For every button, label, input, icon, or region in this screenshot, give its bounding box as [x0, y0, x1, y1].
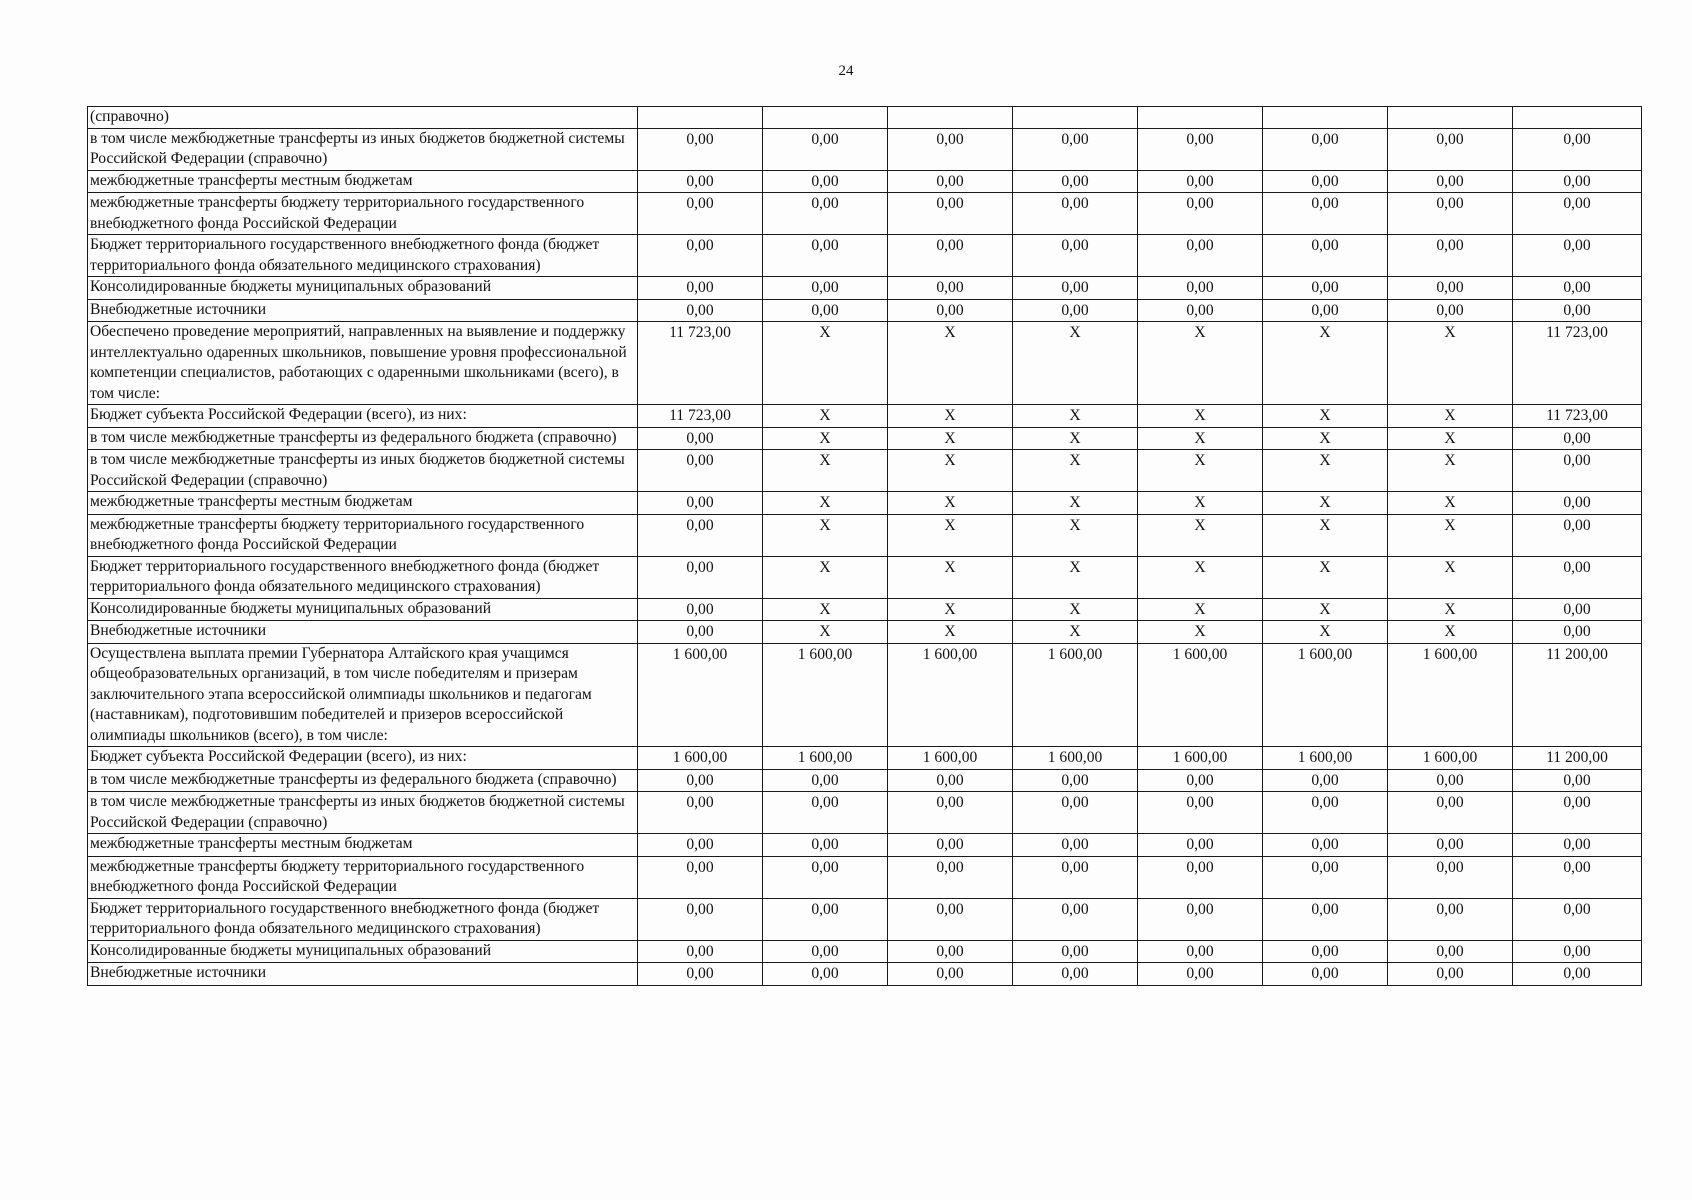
value-cell: 0,00	[1263, 834, 1388, 857]
value-cell: X	[888, 405, 1013, 428]
value-cell: 0,00	[1388, 170, 1513, 193]
value-cell: 0,00	[638, 940, 763, 963]
value-cell: 0,00	[888, 856, 1013, 898]
table-row	[88, 834, 1642, 857]
value-cell: X	[1138, 556, 1263, 598]
value-cell: 0,00	[1013, 898, 1138, 940]
value-cell: 0,00	[1513, 170, 1642, 193]
value-cell: 0,00	[638, 427, 763, 450]
table-row	[88, 277, 1642, 300]
value-cell: 0,00	[638, 598, 763, 621]
value-cell: 0,00	[1138, 963, 1263, 986]
value-cell: 0,00	[638, 299, 763, 322]
row-label: Бюджет субъекта Российской Федерации (всего), из них:	[88, 747, 638, 770]
value-cell: 0,00	[1263, 128, 1388, 170]
value-cell: 1 600,00	[1263, 643, 1388, 747]
value-cell: 11 723,00	[638, 405, 763, 428]
value-cell: 0,00	[1513, 299, 1642, 322]
value-cell: X	[1388, 322, 1513, 405]
value-cell: 0,00	[1263, 940, 1388, 963]
value-cell: X	[1263, 492, 1388, 515]
value-cell: 0,00	[1388, 792, 1513, 834]
value-cell: 0,00	[1013, 277, 1138, 300]
value-cell: 1 600,00	[1013, 747, 1138, 770]
value-cell: 0,00	[1513, 514, 1642, 556]
value-cell: 0,00	[638, 834, 763, 857]
row-label: Бюджет субъекта Российской Федерации (всего), из них:	[88, 405, 638, 428]
value-cell: 0,00	[1263, 235, 1388, 277]
value-cell: X	[1138, 405, 1263, 428]
budget-table	[87, 106, 1642, 986]
value-cell: 0,00	[1388, 128, 1513, 170]
value-cell: 1 600,00	[1388, 747, 1513, 770]
value-cell: 0,00	[763, 856, 888, 898]
value-cell: X	[1013, 427, 1138, 450]
value-cell: 11 723,00	[638, 322, 763, 405]
value-cell: 1 600,00	[763, 643, 888, 747]
row-label: Обеспечено проведение мероприятий, направленных на выявление и поддержку интеллектуально одаренных школьников, повышение уровня профессиональной компетенции специалистов, работающих с одаренными школьниками (всего), в том числе:	[88, 322, 638, 405]
value-cell: 0,00	[1388, 963, 1513, 986]
value-cell: 0,00	[1138, 769, 1263, 792]
value-cell: 0,00	[763, 193, 888, 235]
table-row	[88, 405, 1642, 428]
value-cell: 0,00	[1388, 769, 1513, 792]
value-cell: 0,00	[638, 621, 763, 644]
value-cell: 0,00	[1138, 128, 1263, 170]
row-label: в том числе межбюджетные трансферты из федерального бюджета (справочно)	[88, 769, 638, 792]
value-cell: 0,00	[1263, 792, 1388, 834]
value-cell: 0,00	[1013, 128, 1138, 170]
value-cell: X	[1013, 556, 1138, 598]
value-cell: 0,00	[1138, 193, 1263, 235]
table-row	[88, 747, 1642, 770]
row-label: в том числе межбюджетные трансферты из иных бюджетов бюджетной системы Российской Федерации (справочно)	[88, 450, 638, 492]
value-cell: 0,00	[1138, 834, 1263, 857]
value-cell: 0,00	[638, 193, 763, 235]
value-cell: 0,00	[1513, 963, 1642, 986]
value-cell: 1 600,00	[1263, 747, 1388, 770]
value-cell: 0,00	[1513, 856, 1642, 898]
value-cell: 0,00	[1263, 963, 1388, 986]
value-cell: 0,00	[1138, 898, 1263, 940]
value-cell: 0,00	[888, 128, 1013, 170]
value-cell: X	[1013, 598, 1138, 621]
value-cell: X	[1013, 621, 1138, 644]
row-label: Консолидированные бюджеты муниципальных образований	[88, 277, 638, 300]
value-cell: 0,00	[763, 834, 888, 857]
table-row	[88, 556, 1642, 598]
value-cell: 0,00	[638, 128, 763, 170]
value-cell	[1388, 107, 1513, 129]
value-cell: 0,00	[1513, 834, 1642, 857]
value-cell: 0,00	[1513, 621, 1642, 644]
value-cell: 0,00	[1263, 193, 1388, 235]
value-cell: X	[888, 514, 1013, 556]
value-cell	[1513, 107, 1642, 129]
value-cell: 0,00	[1013, 170, 1138, 193]
table-row	[88, 792, 1642, 834]
value-cell: 0,00	[1013, 193, 1138, 235]
table-body	[88, 107, 1642, 986]
value-cell: 0,00	[1013, 940, 1138, 963]
value-cell: X	[1263, 556, 1388, 598]
row-label: Внебюджетные источники	[88, 621, 638, 644]
value-cell: X	[888, 598, 1013, 621]
value-cell: X	[1388, 598, 1513, 621]
row-label: межбюджетные трансферты бюджету территориального государственного внебюджетного фонда Российской Федерации	[88, 514, 638, 556]
row-label: межбюджетные трансферты бюджету территориального государственного внебюджетного фонда Российской Федерации	[88, 856, 638, 898]
value-cell: 1 600,00	[888, 643, 1013, 747]
value-cell: 0,00	[1263, 170, 1388, 193]
value-cell: 1 600,00	[638, 643, 763, 747]
value-cell: X	[1263, 598, 1388, 621]
value-cell: 0,00	[1513, 898, 1642, 940]
value-cell: 0,00	[1013, 856, 1138, 898]
row-label: в том числе межбюджетные трансферты из иных бюджетов бюджетной системы Российской Федерации (справочно)	[88, 128, 638, 170]
value-cell: X	[1013, 322, 1138, 405]
value-cell: X	[1013, 405, 1138, 428]
value-cell: 0,00	[763, 963, 888, 986]
value-cell: 1 600,00	[763, 747, 888, 770]
value-cell: 0,00	[763, 277, 888, 300]
value-cell: 0,00	[1388, 277, 1513, 300]
value-cell: 0,00	[1263, 898, 1388, 940]
value-cell: 0,00	[1138, 792, 1263, 834]
value-cell: 0,00	[638, 963, 763, 986]
table-row	[88, 643, 1642, 747]
value-cell: 0,00	[638, 556, 763, 598]
value-cell: 0,00	[638, 170, 763, 193]
row-label: Консолидированные бюджеты муниципальных образований	[88, 598, 638, 621]
row-label: в том числе межбюджетные трансферты из иных бюджетов бюджетной системы Российской Федерации (справочно)	[88, 792, 638, 834]
value-cell: 0,00	[638, 277, 763, 300]
row-label: Бюджет территориального государственного внебюджетного фонда (бюджет территориального фонда обязательного медицинского страхования)	[88, 235, 638, 277]
value-cell: 0,00	[1138, 856, 1263, 898]
value-cell: 0,00	[1013, 792, 1138, 834]
value-cell: 1 600,00	[1138, 643, 1263, 747]
page-number: 24	[838, 63, 854, 79]
value-cell: 0,00	[1138, 235, 1263, 277]
table-row	[88, 235, 1642, 277]
value-cell: 1 600,00	[1388, 643, 1513, 747]
value-cell: X	[763, 322, 888, 405]
value-cell: 0,00	[888, 277, 1013, 300]
value-cell: 11 723,00	[1513, 405, 1642, 428]
value-cell	[888, 107, 1013, 129]
value-cell: 0,00	[1513, 450, 1642, 492]
value-cell: X	[1388, 621, 1513, 644]
value-cell: 0,00	[888, 792, 1013, 834]
value-cell: X	[888, 450, 1013, 492]
value-cell: X	[1263, 322, 1388, 405]
value-cell: X	[1138, 427, 1263, 450]
value-cell: 0,00	[888, 299, 1013, 322]
value-cell: X	[1138, 514, 1263, 556]
value-cell: 0,00	[638, 769, 763, 792]
value-cell: 0,00	[638, 792, 763, 834]
value-cell: X	[1138, 621, 1263, 644]
value-cell: 0,00	[638, 235, 763, 277]
value-cell: 0,00	[763, 898, 888, 940]
value-cell: 0,00	[1138, 170, 1263, 193]
value-cell: X	[1138, 322, 1263, 405]
value-cell: 0,00	[1513, 940, 1642, 963]
value-cell: X	[1263, 450, 1388, 492]
value-cell: X	[763, 598, 888, 621]
value-cell: 0,00	[888, 769, 1013, 792]
value-cell: X	[888, 621, 1013, 644]
value-cell: 0,00	[1388, 834, 1513, 857]
value-cell: 0,00	[1263, 856, 1388, 898]
table-row	[88, 898, 1642, 940]
row-label: в том числе межбюджетные трансферты из федерального бюджета (справочно)	[88, 427, 638, 450]
value-cell: 0,00	[1263, 277, 1388, 300]
row-label: (справочно)	[88, 107, 638, 129]
value-cell: X	[1263, 405, 1388, 428]
table-row	[88, 427, 1642, 450]
value-cell: 11 200,00	[1513, 643, 1642, 747]
value-cell: 0,00	[1513, 427, 1642, 450]
value-cell: 0,00	[1388, 856, 1513, 898]
value-cell: X	[888, 492, 1013, 515]
value-cell: 0,00	[1013, 769, 1138, 792]
value-cell: 0,00	[1513, 235, 1642, 277]
value-cell: 0,00	[1263, 299, 1388, 322]
row-label: Внебюджетные источники	[88, 299, 638, 322]
table-row	[88, 856, 1642, 898]
table-row	[88, 322, 1642, 405]
value-cell: 11 723,00	[1513, 322, 1642, 405]
value-cell: X	[888, 322, 1013, 405]
table-row	[88, 940, 1642, 963]
value-cell: X	[763, 556, 888, 598]
value-cell: 0,00	[888, 170, 1013, 193]
value-cell: 0,00	[888, 235, 1013, 277]
value-cell: 0,00	[1388, 898, 1513, 940]
value-cell	[1013, 107, 1138, 129]
table-row	[88, 170, 1642, 193]
row-label: Бюджет территориального государственного внебюджетного фонда (бюджет территориального фонда обязательного медицинского страхования)	[88, 556, 638, 598]
value-cell: 0,00	[1513, 769, 1642, 792]
value-cell: X	[1388, 492, 1513, 515]
value-cell: 1 600,00	[1138, 747, 1263, 770]
value-cell: X	[763, 405, 888, 428]
row-label: межбюджетные трансферты местным бюджетам	[88, 492, 638, 515]
value-cell: X	[1263, 427, 1388, 450]
value-cell: X	[1013, 450, 1138, 492]
value-cell: 11 200,00	[1513, 747, 1642, 770]
value-cell: 0,00	[1013, 963, 1138, 986]
value-cell: 0,00	[1013, 299, 1138, 322]
value-cell: 1 600,00	[1013, 643, 1138, 747]
table-row	[88, 128, 1642, 170]
value-cell: 0,00	[1513, 277, 1642, 300]
value-cell: 0,00	[1388, 940, 1513, 963]
value-cell	[1263, 107, 1388, 129]
table-row	[88, 450, 1642, 492]
value-cell	[763, 107, 888, 129]
value-cell: 0,00	[1388, 299, 1513, 322]
value-cell: 0,00	[638, 450, 763, 492]
value-cell: 0,00	[1388, 193, 1513, 235]
value-cell: 0,00	[763, 235, 888, 277]
value-cell: X	[1388, 556, 1513, 598]
table-row	[88, 769, 1642, 792]
value-cell: X	[763, 514, 888, 556]
value-cell: X	[763, 427, 888, 450]
value-cell: X	[763, 621, 888, 644]
row-label: межбюджетные трансферты местным бюджетам	[88, 170, 638, 193]
value-cell: 0,00	[763, 940, 888, 963]
value-cell: 0,00	[1513, 492, 1642, 515]
row-label: Бюджет территориального государственного внебюджетного фонда (бюджет территориального фонда обязательного медицинского страхования)	[88, 898, 638, 940]
row-label: межбюджетные трансферты местным бюджетам	[88, 834, 638, 857]
table-row	[88, 193, 1642, 235]
row-label: Внебюджетные источники	[88, 963, 638, 986]
value-cell: 0,00	[1388, 235, 1513, 277]
value-cell: 0,00	[1013, 235, 1138, 277]
table-row	[88, 621, 1642, 644]
value-cell: 0,00	[1513, 193, 1642, 235]
value-cell: X	[888, 427, 1013, 450]
value-cell: X	[1388, 405, 1513, 428]
value-cell: 0,00	[763, 170, 888, 193]
value-cell: X	[1013, 514, 1138, 556]
row-label: межбюджетные трансферты бюджету территориального государственного внебюджетного фонда Российской Федерации	[88, 193, 638, 235]
value-cell: 0,00	[888, 898, 1013, 940]
value-cell: 0,00	[763, 769, 888, 792]
table-row	[88, 107, 1642, 129]
value-cell: X	[763, 492, 888, 515]
value-cell: 0,00	[1513, 598, 1642, 621]
value-cell: X	[1263, 621, 1388, 644]
value-cell: X	[1388, 427, 1513, 450]
value-cell	[1138, 107, 1263, 129]
value-cell: X	[888, 556, 1013, 598]
value-cell: 0,00	[638, 492, 763, 515]
value-cell: 0,00	[763, 792, 888, 834]
value-cell	[638, 107, 763, 129]
value-cell: X	[1138, 492, 1263, 515]
value-cell: 0,00	[888, 963, 1013, 986]
value-cell: 0,00	[1513, 792, 1642, 834]
value-cell: 0,00	[638, 514, 763, 556]
value-cell: 0,00	[888, 834, 1013, 857]
value-cell: 0,00	[888, 940, 1013, 963]
value-cell: 0,00	[1513, 556, 1642, 598]
value-cell: X	[1388, 514, 1513, 556]
value-cell: X	[763, 450, 888, 492]
value-cell: 0,00	[763, 128, 888, 170]
row-label: Осуществлена выплата премии Губернатора Алтайского края учащимся общеобразовательных организаций, в том числе победителям и призерам заключительного этапа всероссийской олимпиады школьников и педагогам (наставникам), подготовившим победителей и призеров всероссийской олимпиады школьников (всего), в том числе:	[88, 643, 638, 747]
value-cell: 0,00	[1138, 940, 1263, 963]
value-cell: X	[1138, 450, 1263, 492]
value-cell: 0,00	[638, 898, 763, 940]
value-cell: 0,00	[888, 193, 1013, 235]
table-row	[88, 514, 1642, 556]
value-cell: 0,00	[638, 856, 763, 898]
value-cell: 0,00	[1138, 299, 1263, 322]
value-cell: 1 600,00	[638, 747, 763, 770]
row-label: Консолидированные бюджеты муниципальных образований	[88, 940, 638, 963]
value-cell: X	[1388, 450, 1513, 492]
value-cell: 0,00	[1513, 128, 1642, 170]
value-cell: X	[1263, 514, 1388, 556]
value-cell: 0,00	[763, 299, 888, 322]
value-cell: 0,00	[1013, 834, 1138, 857]
value-cell: 0,00	[1263, 769, 1388, 792]
table-row	[88, 963, 1642, 986]
value-cell: X	[1013, 492, 1138, 515]
table-row	[88, 492, 1642, 515]
table-row	[88, 299, 1642, 322]
table-row	[88, 598, 1642, 621]
value-cell: X	[1138, 598, 1263, 621]
value-cell: 1 600,00	[888, 747, 1013, 770]
value-cell: 0,00	[1138, 277, 1263, 300]
